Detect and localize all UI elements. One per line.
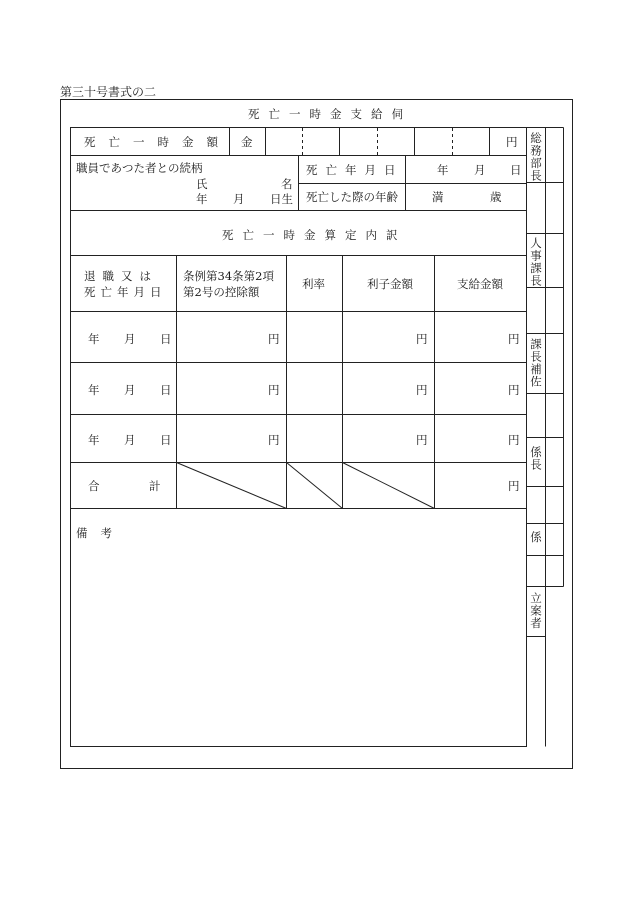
name-given-label: 氏 — [196, 177, 208, 191]
col-interest: 利子金額 — [367, 277, 413, 291]
approval-subsection-chief: 係長 — [529, 446, 543, 471]
col-retire-line1: 退職又は — [84, 269, 158, 283]
total-label-b: 計 — [149, 479, 161, 493]
remarks-label: 備考 — [76, 526, 125, 540]
row-deduction-unit: 円 — [268, 433, 280, 447]
form-title: 死亡一時金支給伺 — [248, 107, 412, 121]
col-deduction-line1: 条例第34条第2項 — [183, 269, 274, 283]
col-retire-line2: 死亡年月日 — [84, 285, 167, 299]
birth-day-label: 日生 — [270, 192, 293, 206]
row-interest-unit: 円 — [416, 383, 428, 397]
total-label-a: 合 — [88, 479, 100, 493]
birth-year-label: 年 — [196, 192, 208, 206]
row-year: 年 — [88, 332, 100, 346]
death-day-label: 日 — [510, 163, 522, 177]
form-number: 第三十号書式の二 — [60, 85, 157, 99]
row-deduction-unit: 円 — [268, 332, 280, 346]
approval-staff: 係 — [529, 531, 543, 544]
death-year-label: 年 — [437, 163, 449, 177]
row-month: 月 — [124, 383, 136, 397]
death-date-label: 死亡年月日 — [306, 163, 404, 177]
breakdown-title: 死亡一時金算定内訳 — [222, 228, 407, 242]
row-day: 日 — [160, 383, 172, 397]
row-year: 年 — [88, 433, 100, 447]
birth-month-label: 月 — [233, 192, 245, 206]
amount-prefix: 金 — [241, 135, 253, 149]
amount-unit: 円 — [506, 135, 518, 149]
relation-label: 職員であつた者との続柄 — [76, 161, 203, 175]
approval-hr-section-chief: 人事課長 — [529, 237, 543, 287]
name-family-label: 名 — [281, 177, 293, 191]
row-day: 日 — [160, 433, 172, 447]
amount-label: 死亡一時金額 — [84, 135, 231, 149]
col-rate: 利率 — [302, 277, 325, 291]
approval-drafter: 立案者 — [529, 592, 543, 630]
total-unit: 円 — [508, 479, 520, 493]
row-payment-unit: 円 — [508, 332, 520, 346]
approval-assistant-chief: 課長補佐 — [529, 338, 543, 388]
row-deduction-unit: 円 — [268, 383, 280, 397]
age-at-death-label: 死亡した際の年齢 — [306, 190, 398, 204]
row-year: 年 — [88, 383, 100, 397]
row-interest-unit: 円 — [416, 433, 428, 447]
death-month-label: 月 — [474, 163, 486, 177]
age-prefix: 満 — [432, 190, 444, 204]
row-payment-unit: 円 — [508, 383, 520, 397]
row-month: 月 — [124, 332, 136, 346]
col-payment: 支給金額 — [457, 277, 503, 291]
row-day: 日 — [160, 332, 172, 346]
age-unit: 歳 — [490, 190, 502, 204]
row-month: 月 — [124, 433, 136, 447]
col-deduction-line2: 第2号の控除額 — [183, 285, 260, 299]
row-payment-unit: 円 — [508, 433, 520, 447]
row-interest-unit: 円 — [416, 332, 428, 346]
approval-general-affairs-director: 総務部長 — [529, 132, 543, 182]
